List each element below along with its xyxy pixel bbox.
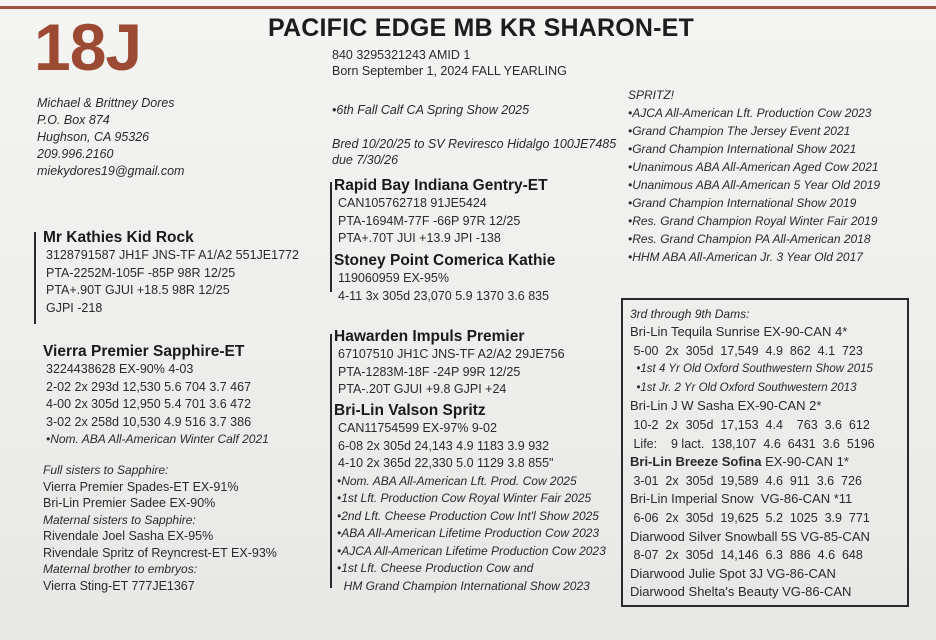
dam-block — [43, 343, 269, 449]
dam-dam-note: •AJCA All-American Lifetime Production Cow 2023 — [337, 543, 606, 558]
page-title: PACIFIC EDGE MB KR SHARON-ET — [268, 14, 694, 42]
ancestor-name: Bri-Lin Imperial Snow VG-86-CAN *11 — [630, 491, 853, 507]
ancestor-record: 5-00 2x 305d 17,549 4.9 862 4.1 723 — [630, 343, 863, 358]
dam-note: •Nom. ABA All-American Winter Calf 2021 — [46, 432, 269, 446]
dam-dam-note: •1st Lft. Cheese Production Cow and — [337, 561, 534, 575]
dam-dam-note: HM Grand Champion International Show 2023 — [337, 578, 590, 593]
relative-name: Vierra Premier Spades-ET EX-91% — [43, 479, 239, 494]
dam-side-bracket — [330, 334, 332, 588]
dam-sire-block — [334, 328, 565, 399]
consignor-address: P.O. Box 874 — [37, 113, 110, 127]
bred-block — [332, 136, 616, 168]
ancestor-name: Bri-Lin Tequila Sunrise EX-90-CAN 4* — [630, 324, 848, 339]
ancestry-list — [630, 306, 875, 602]
ancestor-name-bold: Bri-Lin Breeze Sofina — [630, 454, 762, 470]
sire-line: 3128791587 JH1F JNS-TF A1/A2 551JE1772 — [46, 248, 299, 262]
ancestor-name: Diarwood Shelta's Beauty VG-86-CAN — [630, 584, 852, 600]
ancestry-heading: 3rd through 9th Dams: — [630, 307, 750, 321]
dam-dam-note: •Nom. ABA All-American Lft. Prod. Cow 2025 — [337, 473, 577, 488]
ancestor-name: Diarwood Silver Snowball 5S VG-85-CAN — [630, 528, 870, 544]
sire-dam-line: 4-11 3x 305d 23,070 5.9 1370 3.6 835 — [338, 288, 550, 303]
sire-line: PTA-2252M-105F -85P 98R 12/25 — [46, 265, 236, 280]
sire-block — [43, 229, 299, 317]
sire-side-bracket — [330, 182, 332, 292]
ancestor-record: 8-07 2x 305d 14,146 6.3 886 4.6 648 — [630, 548, 863, 563]
consignor-phone: 209.996.2160 — [37, 147, 114, 161]
dam-sire-line: PTA-.20T GJUI +9.8 GJPI +24 — [338, 382, 507, 396]
spritz-item: •Res. Grand Champion Royal Winter Fair 2019 — [628, 214, 878, 228]
sire-name: Mr Kathies Kid Rock — [43, 229, 194, 246]
sire-dam-line: 119060959 EX-95% — [338, 271, 449, 285]
dam-line: 4-00 2x 305d 12,950 5.4 701 3.6 472 — [46, 397, 252, 411]
dam-sire-name: Hawarden Impuls Premier — [334, 328, 525, 345]
ancestor-record: 10-2 2x 305d 17,153 4.4 763 3.6 612 — [630, 417, 870, 432]
relatives-label: Maternal brother to embryos: — [43, 562, 198, 576]
dam-dam-note: •2nd Lft. Cheese Production Cow Int'l Show 2025 — [337, 508, 599, 523]
ancestor-name: Diarwood Julie Spot 3J VG-86-CAN — [630, 565, 836, 581]
registration-block — [332, 47, 567, 79]
relative-name: Rivendale Joel Sasha EX-95% — [43, 529, 214, 543]
dam-dam-name: Bri-Lin Valson Spritz — [334, 402, 486, 419]
relative-name: Vierra Sting-ET 777JE1367 — [43, 578, 195, 593]
spritz-item: •Grand Champion International Show 2021 — [628, 142, 857, 156]
ancestor-record: 6-06 2x 305d 19,625 5.2 1025 3.9 771 — [630, 510, 870, 525]
sire-sire-name: Rapid Bay Indiana Gentry-ET — [334, 177, 548, 194]
spritz-item: •Unanimous ABA All-American Aged Cow 2021 — [628, 160, 879, 174]
dam-dam-note: •1st Lft. Production Cow Royal Winter Fair 2025 — [337, 491, 592, 505]
sire-sire-line: PTA-1694M-77F -66P 97R 12/25 — [338, 213, 521, 228]
sire-bracket — [34, 232, 36, 324]
dam-line: 3-02 2x 258d 10,530 4.9 516 3.7 386 — [46, 414, 252, 429]
lot-number: 18J — [34, 10, 142, 84]
spritz-item: •AJCA All-American Lft. Production Cow 2023 — [628, 106, 872, 120]
dam-dam-line: 6-08 2x 305d 24,143 4.9 1183 3.9 932 — [338, 438, 550, 453]
top-rule — [0, 6, 936, 9]
registration-line: 840 3295321243 AMID 1 — [332, 48, 471, 62]
spritz-block — [628, 86, 880, 266]
sire-sire-block — [334, 177, 548, 248]
relatives-block — [43, 462, 277, 594]
ancestor-note: •1st Jr. 2 Yr Old Oxford Southwestern 2013 — [630, 381, 857, 394]
relative-name: Bri-Lin Premier Sadee EX-90% — [43, 496, 216, 510]
ancestor-record: Life: 9 lact. 138,107 4.6 6431 3.6 5196 — [630, 436, 875, 451]
bred-line: Bred 10/20/25 to SV Reviresco Hidalgo 100JE7485 — [332, 137, 617, 151]
dam-dam-note: •ABA All-American Lifetime Production Cow 2023 — [337, 526, 600, 540]
ancestor-classification: EX-90-CAN 1* — [761, 454, 849, 470]
due-line: due 7/30/26 — [332, 153, 399, 167]
sire-line: GJPI -218 — [46, 300, 103, 315]
ancestor-name — [630, 453, 875, 472]
relatives-label: Maternal sisters to Sapphire: — [43, 512, 196, 527]
ancestor-name: Bri-Lin J W Sasha EX-90-CAN 2* — [630, 398, 822, 414]
dam-sire-line: PTA-1283M-18F -24P 99R 12/25 — [338, 364, 521, 379]
consignor-name: Michael & Brittney Dores — [37, 96, 175, 110]
show-note: •6th Fall Calf CA Spring Show 2025 — [332, 103, 530, 117]
dam-line: 3224438628 EX-90% 4-03 — [46, 362, 194, 376]
ancestor-record: 3-01 2x 305d 19,589 4.6 911 3.6 726 — [630, 473, 862, 488]
consignor-email: miekydores19@gmail.com — [37, 164, 185, 178]
sire-dam-name: Stoney Point Comerica Kathie — [334, 252, 556, 269]
birth-line: Born September 1, 2024 FALL YEARLING — [332, 64, 567, 78]
sire-line: PTA+.90T GJUI +18.5 98R 12/25 — [46, 283, 230, 297]
relative-name: Rivendale Spritz of Reyncrest-ET EX-93% — [43, 545, 277, 560]
spritz-heading: SPRITZ! — [628, 88, 675, 102]
relatives-label: Full sisters to Sapphire: — [43, 463, 169, 477]
spritz-item: •HHM ABA All-American Jr. 3 Year Old 2017 — [628, 250, 863, 264]
sire-sire-line: PTA+.70T JUI +13.9 JPI -138 — [338, 231, 501, 245]
spritz-item: •Grand Champion International Show 2019 — [628, 196, 857, 210]
sire-dam-block — [334, 252, 555, 305]
dam-line: 2-02 2x 293d 12,530 5.6 704 3.7 467 — [46, 379, 252, 394]
spritz-item: •Grand Champion The Jersey Event 2021 — [628, 124, 851, 138]
ancestry-box — [621, 298, 909, 607]
consignor-block — [37, 95, 184, 180]
dam-dam-line: CAN11754599 EX-97% 9-02 — [338, 421, 497, 435]
dam-dam-block — [334, 402, 606, 595]
sire-sire-line: CAN105762718 91JE5424 — [338, 196, 487, 210]
ancestor-note: •1st 4 Yr Old Oxford Southwestern Show 2015 — [630, 363, 873, 376]
dam-sire-line: 67107510 JH1C JNS-TF A2/A2 29JE756 — [338, 347, 565, 361]
spritz-item: •Unanimous ABA All-American 5 Year Old 2019 — [628, 178, 881, 192]
dam-name: Vierra Premier Sapphire-ET — [43, 343, 245, 360]
dam-dam-line: 4-10 2x 365d 22,330 5.0 1129 3.8 855" — [338, 456, 554, 470]
consignor-city: Hughson, CA 95326 — [37, 130, 150, 144]
spritz-item: •Res. Grand Champion PA All-American 2018 — [628, 232, 871, 246]
